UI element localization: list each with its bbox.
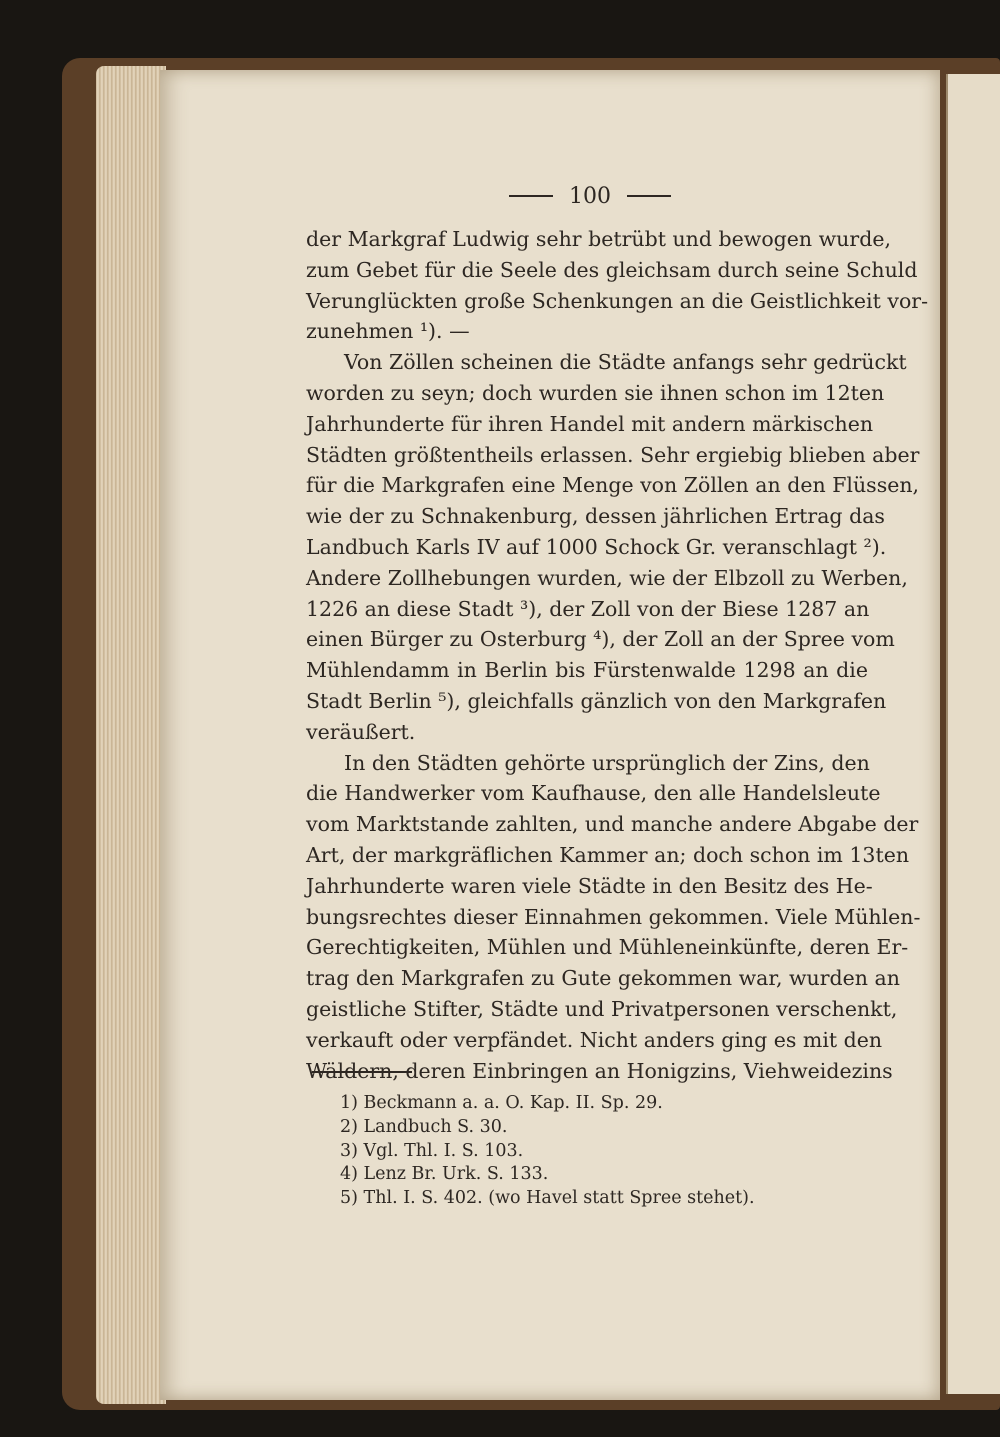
text-line: Wäldern, deren Einbringen an Honigzins, Viehweidezins	[306, 1058, 893, 1083]
text-line: zunehmen ¹). —	[306, 319, 470, 344]
text-line: einen Bürger zu Osterburg ⁴), der Zoll an der Spree vom	[306, 627, 895, 652]
footnotes	[340, 1092, 860, 1211]
footnote-2: 2) Landbuch S. 30.	[340, 1116, 508, 1137]
text-line: zum Gebet für die Seele des gleichsam durch seine Schuld	[306, 257, 918, 282]
body-text	[306, 224, 929, 1086]
text-line: worden zu seyn; doch wurden sie ihnen schon im 12ten	[306, 380, 885, 405]
footnote-3: 3) Vgl. Thl. I. S. 103.	[340, 1140, 524, 1161]
text-line: Städten größtentheils erlassen. Sehr ergiebig blieben aber	[306, 442, 920, 467]
text-line: trag den Markgrafen zu Gute gekommen war, wurden an	[306, 966, 900, 991]
footnote-1: 1) Beckmann a. a. O. Kap. II. Sp. 29.	[340, 1093, 663, 1113]
text-line: Art, der markgräflichen Kammer an; doch schon im 13ten	[306, 842, 910, 867]
page-header	[500, 178, 680, 214]
text-line: verkauft oder verpfändet. Nicht anders ging es mit den	[306, 1027, 883, 1052]
text-line: Landbuch Karls IV auf 1000 Schock Gr. veranschlagt ²).	[306, 534, 887, 559]
text-line: In den Städten gehörte ursprünglich der Zins, den	[344, 750, 870, 775]
footnote-rule	[312, 1071, 412, 1073]
text-line: 1226 an diese Stadt ³), der Zoll von der Biese 1287 an	[306, 596, 870, 621]
text-line: wie der zu Schnakenburg, dessen jährlichen Ertrag das	[306, 504, 885, 529]
text-line: Verunglückten große Schenkungen an die Geistlichkeit vor-	[306, 288, 929, 313]
page-edges	[96, 66, 166, 1404]
text-line: Mühlendamm in Berlin bis Fürstenwalde 1298 an die	[306, 658, 868, 683]
text-line: Gerechtigkeiten, Mühlen und Mühleneinkünfte, deren Er-	[306, 935, 909, 960]
next-page-edge	[946, 74, 1000, 1394]
text-line: Jahrhunderte für ihren Handel mit andern märkischen	[306, 411, 874, 436]
text-line: vom Marktstande zahlten, und manche andere Abgabe der	[306, 812, 919, 837]
text-line: bungsrechtes dieser Einnahmen gekommen. Viele Mühlen-	[306, 904, 921, 929]
text-line: Andere Zollhebungen wurden, wie der Elbzoll zu Werben,	[306, 565, 908, 590]
header-dash-right	[627, 195, 671, 197]
text-line: Von Zöllen scheinen die Städte anfangs sehr gedrückt	[344, 350, 907, 375]
footnote-4: 4) Lenz Br. Urk. S. 133.	[340, 1164, 549, 1185]
text-line: Stadt Berlin ⁵), gleichfalls gänzlich von den Markgrafen	[306, 688, 887, 713]
header-dash-left	[509, 195, 553, 197]
footnote-5: 5) Thl. I. S. 402. (wo Havel statt Spree stehet).	[340, 1188, 755, 1209]
text-line: für die Markgrafen eine Menge von Zöllen an den Flüssen,	[306, 473, 920, 498]
text-line: die Handwerker vom Kaufhause, den alle Handelsleute	[306, 781, 881, 806]
text-line: geistliche Stifter, Städte und Privatpersonen verschenkt,	[306, 996, 898, 1021]
page-number: 100	[569, 183, 611, 209]
text-line: Jahrhunderte waren viele Städte in den Besitz des He-	[306, 873, 873, 898]
text-line: veräußert.	[306, 719, 416, 744]
text-line: der Markgraf Ludwig sehr betrübt und bewogen wurde,	[306, 227, 891, 251]
